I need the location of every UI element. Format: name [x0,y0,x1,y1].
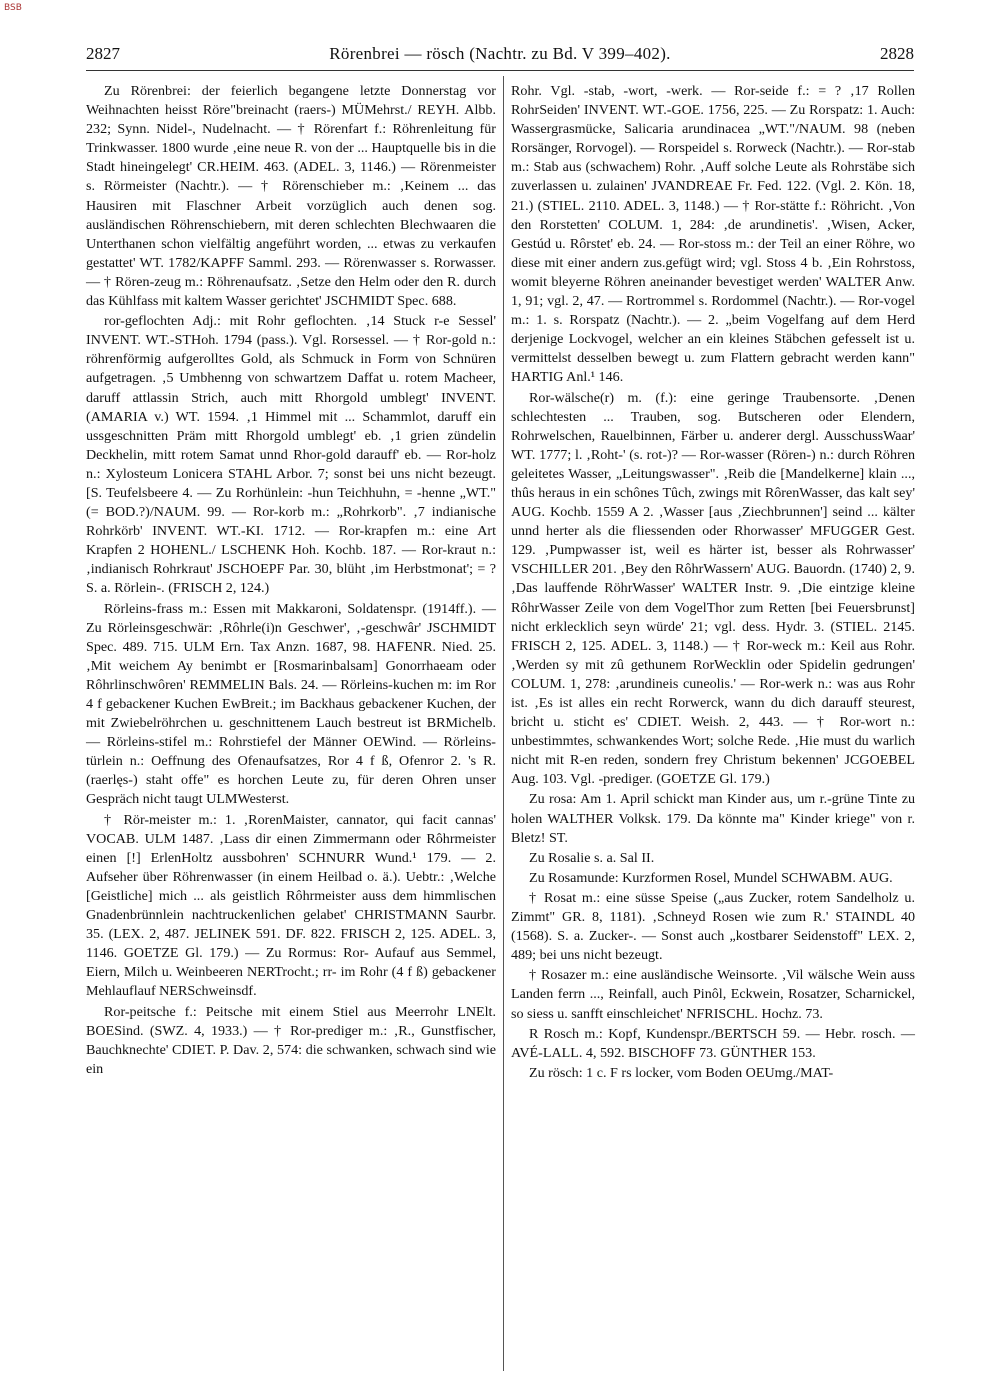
entry-roerenbrei: Zu Rörenbrei: der feierlich begangene letzte Donnerstag vor Weihnachten heisst Röre"breinacht (raers-) MÜMehrst./ REYH. Albb. 232; Synn. Nidel-, Nudelnacht. — † Rörenfart f.: Röhrenleitung für Trinkwasser. 1800 wurde ‚eine neue R. von der ... Hauptquelle bis in die Stadt hineingelegt' CR.HEIM. 463. (ADEL. 3, 1146.) — Rörenmeister s. Rörmeister (Nachtr.). — † Rörenschieber m.: ‚Keinem ... das Hausiren mit Flaschner Arbeit vorzüglich auch denen sog. ausländischen Röhrenschiebern, mit deren schlechten Blechwaaren die Unterthanen schon vielfältig angeführt worden, ... etwas zu verkaufen gestattet' WT. 1782/KAPFF Samml. 293. — Rörenwasser s. Rorwasser. — † Rören-zeug m.: Röhrenaufsatz. ‚Setze den Helm oder den R. durch das Kühlfass mit kaltem Wasser gerichtet' JSCHMIDT Spec. 688. [86,83,496,310]
column-divider [503,76,504,1371]
entry-ror-continued: Rohr. Vgl. -stab, -wort, -werk. — Ror-seide f.: = ? ‚17 Rollen RohrSeiden' INVENT. WT.-GOE. 1756, 225. — Zu Rorspatz: 1. Auch: Wassergrasmücke, Salicaria arundinacea „WT."/NAUM. 98 (neben Rorsänger, Rorvogel). — Rorspeidel s. Rorweck (Nachtr.). — Ror-stab m.: Stab aus (schwachem) Rohr. ‚Auff solche Leute als Rohrstäbe sich zuverlassen u. zulainen' JVANDREAE Fr. Fed. 122. (Vgl. 2. Kön. 18, 21.) (STIEL. 2110. ADEL. 3, 1148.) — † Ror-stätte f.: Röhricht. ‚Von den Rorstetten' COLUM. 1, 284: ‚de arundinetis'. ‚Wisen, Acker, Gestúd u. Rôrstet' eb. 24. — Ror-stoss m.: der Teil an einer Röhre, wo diese mit einer andern zus.gefügt wird; vgl. Stoss 4 b. ‚Ein Rohrstoss, womit bleyerne Röhren aneinander bevestiget werden' WALTER Anw. 1, 91; vgl. 2, 47. — Rortrommel s. Rordommel (Nachtr.). — Ror-vogel m.: 1. s. Rorspatz (Nachtr.). — 2. „beim Vogelfang auf dem Herd derjenige Lockvogel, welcher an ein kleines Stäbchen gefesselt ist u. vermittelst desselben bewegt u. zum Flattern gebracht werden kann" HARTIG Anl.¹ 146. [511,83,915,386]
entry-rosalie: Zu Rosalie s. a. Sal II. [529,849,655,866]
library-watermark: BSB [4,3,22,13]
entry-ror-geflochten: ror-geflochten Adj.: mit Rohr geflochten. ‚14 Stuck r-e Sessel' INVENT. WT.-STHoh. 1794 (pass.). Vgl. Rorsessel. — † Ror-gold n.: röhrenförmig aufgerolltes Gold, als Schmuck in Form von Schnüren aufgetragen. ‚5 Umbhenng von schwartzem Daffat u. rotem Macheer, daruff attlassin Strich, auch mitt Rhorgold umblegt' INVENT. (AMARIA v.) WT. 1594. ‚1 Himmel mit ... Schammlot, daruff ein ussgeschnitten Präm mitt Rhorgold umblegt' eb. ‚1 grien zündelin Deckhelin, mitt rotem Samat unnd Rhor-gold darauff' eb. — Ror-holz n.: Xylosteum Lonicera STAHL Arbor. 7; sonst bei uns nicht bezeugt. [S. Teufelsbeere 4. — Zu Rorhünlein: -hun Teichhuhn, = -henne „WT." (= BOD.?)/NAUM. 99. — Ror-korb m.: „Rohrkorb". ‚7 indianische Rohrkörb' INVENT. WT.-KI. 1712. — Ror-krapfen m.: eine Art Krapfen 2 HOHENL./ LSCHENK Hoh. Kochb. 187. — Ror-kraut n.: ‚indianisch Rohrkraut' JSCHOEPF Par. 30, blüht ‚im Herbstmonat'; = ? S. a. Rörlein-. (FRISCH 2, 124.) [86,313,496,597]
entry-rosazer: † Rosazer m.: eine ausländische Weinsorte. ‚Vil wälsche Wein auss Landen ferrn ..., Reinfall, auch Pinôl, Eckwein, Rosatzer, Scharnickel, so siess u. sanfft einschleichet' NFRISCHL. Hochz. 73. [511,967,915,1022]
entry-roerleins-frass: Rörleins-frass m.: Essen mit Makkaroni, Soldatenspr. (1914ff.). — Zu Rörleinsgeschwär: ‚Rôhrle(i)n Geschwer', ‚-geschwâr' JSCHMIDT Spec. 489. 715. ULM Ern. Tax Anzn. 1687, 98. HAFENR. Nied. 25. ‚Mit weichem Ay benimbt er [Rosmarinbalsam] Gonorrhaeam oder Rôhrlinschwôren' REMMELIN Bals. 24. — Rörleins-kuchen m: im Ror 4 f gebackener Kuchen EwBreit.; im Backhaus gebackener Kuchen, der mit Zwiebelröhrchen u. geschnittenem Lauch bestreut ist BRMichelb. — Rörleins-stifel m.: Rohrstiefel der Männer OEWind. — Rörleins-türlein n.: Oeffnung des Ofenaufsatzes, Ror 4 f ß, Ofenror 2. 's R. (raerlęs-) staht offe" es horchen Leute zu, für deren Ohren unser Gespräch nicht taugt ULMWesterst. [86,600,496,808]
running-title: Rörenbrei — rösch (Nachtr. zu Bd. V 399–402). [329,44,671,63]
entry-rosamunde: Zu Rosamunde: Kurzformen Rosel, Mundel SCHWABM. AUG. [529,869,893,886]
entry-ror-waelsche: Ror-wälsche(r) m. (f.): eine geringe Traubensorte. ‚Denen schlechtesten ... Trauben, sog. Butscheren oder Elendern, Rohrwelschen, Rauelbinnen, Färber u. anderer dergl. AusschussWaar' WT. 1777; l. ‚Roht-' (s. rot-)? — Ror-wasser (Rören-) n.: durch Röhren geleitetes Wasser, „Leitungswasser". ‚Reib die [Mandelkerne] klain ..., thûs heraus in ein schônes Tûch, zwings mit RôrenWasser, das kalt sey' AUG. Kochb. 1559 A 2. ‚Wasser [aus ‚Ziechbrunnen'] seind ... kälter unnd herter als die fliessenden oder Rhorwasser' MFUGGER Gest. 129. ‚Pumpwasser ist, weil es härter ist, besser als Rohrwasser' VSCHILLER 201. ‚Bey den RôhrWassern' AUG. Bauordn. (1740) 2, 9. ‚Das lauffende RöhrWasser' WALTER Instr. 9. ‚Die eintzige kleine RôhrWasser Zeile von dem VogelThor zum Retten [bei Feuersbrunst] nicht erklecklich seyn würde' 21; vgl. dess. Hydr. 3. (STIEL. 2145. FRISCH 2, 125. ADEL. 3, 1148.) — † Ror-weck m.: Keil aus Rohr. ‚Werden sy mit zû gethunem RorWecklin oder Spidelin gedrungen' COLUM. 1, 278: ‚arundineis cuneolis.' — Ror-werk n.: was aus Rohr ist. ‚Es ist alles ein recht Rorwerck, wann du dich darauff steurest, bricht u. sticht es' CDIET. Weish. 2, 443. — † Ror-wort n.: unbestimmtes, schwankendes Wort; solche Rede. ‚Hie must du warlich nicht mit R-en reden, sondern frey Christum bekennen' JCGOEBEL Aug. 103. Vgl. -prediger. (GOETZE Gl. 179.) [511,389,915,788]
left-column [86,82,496,1079]
entry-rosat: † Rosat m.: eine süsse Speise („aus Zucker, rotem Sandelholz u. Zimmt" GR. 8, 1181). ‚Schneyd Rosen wie zum R.' STAINDL 40 (1568). S. a. Zucker-. — Sonst auch „kostbarer Seidenstoff" LEX. 2, 489; bei uns nicht bezeugt. [511,889,915,964]
entry-roer-meister: † Rör-meister m.: 1. ‚RorenMaister, cannator, qui facit cannas' VOCAB. ULM 1487. ‚Lass dir einen Zimmermann oder Rôhrmeister einen [!] ErlenHoltz aussbohren' SCHNURR Wund.¹ 179. — 2. Aufseher über Röhrenwasser (in einem Heilbad o. ä.). Uebtr.: ‚Welche [Geistliche] mich ... als geistlich Rôhrmeister auss dem himmlischen Gnadenbrünnlein nachtruckenlichen gelabet' CHRISTMANN Saurbr. 35. (LEX. 2, 487. JELINEK 591. DF. 822. FRISCH 2, 125. ADEL. 3, 1146. GOETZE Gl. 179.) — Zu Rormus: Ror- Aufauf aus Semmel, Eiern, Milch u. Weinbeeren NERTrocht.; rr- im Rohr (4 f ß) gebackener Mehlauflauf NERSchweinsdf. [86,811,496,1000]
header-rule [86,70,914,71]
page-number-left: 2827 [86,44,120,63]
page-number-right: 2828 [880,44,914,63]
entry-ror-peitsche: Ror-peitsche f.: Peitsche mit einem Stiel aus Meerrohr LNElt. BOESind. (SWZ. 4, 1933.) — † Ror-prediger m.: ‚R., Gunstfischer, Bauchknechte' CDIET. P. Dav. 2, 574: die schwanken, schwach sind wie ein [86,1003,496,1077]
entry-roesch: Zu rösch: 1 c. F rs locker, vom Boden OEUmg./MAT- [529,1064,834,1081]
running-header [86,44,914,66]
entry-rosa: Zu rosa: Am 1. April schickt man Kinder aus, um r.-grüne Tinte zu holen WALTHER Volksk. 179. Da könnte ma" Kinder kriege" von r. Bletz! ST. [511,791,915,846]
right-column [511,82,915,1083]
entry-rosch: R Rosch m.: Kopf, Kundenspr./BERTSCH 59. — Hebr. rosch. — AVÉ-LALL. 4, 592. BISCHOFF 73. GÜNTHER 153. [511,1025,915,1061]
